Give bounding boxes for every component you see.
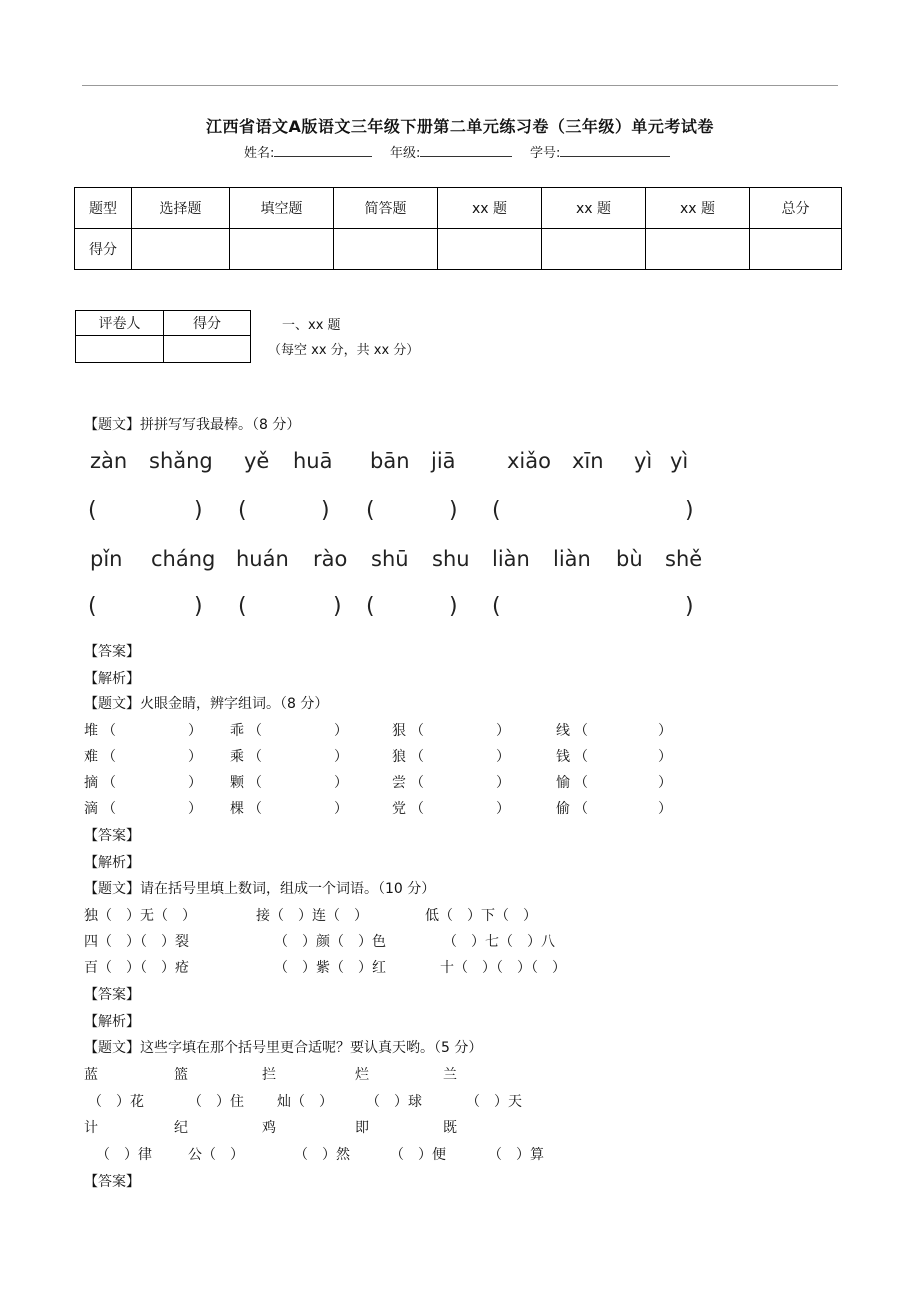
grader-cell[interactable] [164,336,251,363]
q2-char: 乖 [230,723,244,739]
name-label: 姓名: [244,146,275,161]
q2-char: 棵 [230,801,244,817]
q4-blank: （ ）律 [96,1147,152,1163]
name-blank[interactable] [274,144,372,157]
q4-char: 既 [443,1120,457,1136]
section-title: 一、xx 题 [282,318,341,333]
pinyin: cháng [151,547,216,571]
pinyin: bān [370,449,410,473]
q2-char: 摘 [84,775,98,791]
score-header-cell: 简答题 [334,188,438,229]
q4-char: 鸡 [262,1120,276,1136]
q3-item: （ ）七（ ）八 [443,934,555,950]
q4-blank: （ ）天 [466,1094,522,1110]
q3-stem: 【题文】请在括号里填上数词，组成一个词语。（10 分） [84,881,436,897]
q2-char: 钱 [556,749,570,765]
pinyin: xīn [572,449,604,473]
analysis-label: 【解析】 [84,1014,140,1030]
score-cell[interactable] [334,229,438,270]
grader-cell[interactable] [76,336,164,363]
q4-blank: （ ）便 [390,1147,446,1163]
score-cell[interactable] [750,229,842,270]
q3-item: 百（ ）（ ）疮 [84,960,189,976]
score-cell[interactable] [230,229,334,270]
grader-table [75,310,251,363]
score-cell[interactable] [438,229,542,270]
pinyin: huā [293,449,333,473]
pinyin: zàn [90,449,128,473]
score-header-cell: 题型 [75,188,132,229]
grader-header: 得分 [164,311,251,336]
q4-stem: 【题文】这些字填在那个括号里更合适呢？要认真天哟。（5 分） [84,1040,483,1056]
pinyin: xiǎo [507,449,551,473]
pinyin: bù [616,547,643,571]
answer-label: 【答案】 [84,828,140,844]
analysis-label: 【解析】 [84,671,140,687]
grader-header: 评卷人 [76,311,164,336]
score-cell[interactable] [132,229,230,270]
grade-field [390,142,512,161]
q2-char: 狼 [392,749,406,765]
score-cell[interactable] [542,229,646,270]
q4-char: 纪 [174,1120,188,1136]
q3-item: （ ）紫（ ）红 [274,960,386,976]
score-header-cell: xx 题 [646,188,750,229]
answer-label: 【答案】 [84,1174,140,1190]
q4-blank: 公（ ） [188,1147,244,1163]
q3-item: 接（ ）连（ ） [256,908,368,924]
score-table [74,187,842,270]
q4-blank: （ ）然 [294,1147,350,1163]
q2-char: 线 [556,723,570,739]
analysis-label: 【解析】 [84,855,140,871]
q4-char: 计 [84,1120,98,1136]
q2-char: 狠 [392,723,406,739]
pinyin: huán [236,547,289,571]
q4-blank: 灿（ ） [277,1094,333,1110]
pinyin: shǎng [149,449,213,473]
score-header-cell: 选择题 [132,188,230,229]
pinyin: pǐn [90,547,123,571]
section-note: （每空 xx 分，共 xx 分） [268,343,420,358]
q3-item: （ ）颜（ ）色 [274,934,386,950]
q2-char: 颗 [230,775,244,791]
score-value-row [75,229,842,270]
q2-stem: 【题文】火眼金睛，辨字组词。（8 分） [84,696,329,712]
pinyin: jiā [431,449,456,473]
pinyin: shu [432,547,470,571]
page-title: 江西省语文A版语文三年级下册第二单元练习卷（三年级）单元考试卷 [206,117,714,136]
q3-item: 十（ ）（ ）（ ） [440,960,566,976]
q3-item: 独（ ）无（ ） [84,908,196,924]
q3-item: 四（ ）（ ）裂 [84,934,189,950]
q3-item: 低（ ）下（ ） [425,908,537,924]
grade-label: 年级: [390,146,421,161]
q4-blank: （ ）住 [188,1094,244,1110]
score-header-cell: xx 题 [438,188,542,229]
q2-char: 尝 [392,775,406,791]
answer-label: 【答案】 [84,987,140,1003]
id-field [530,142,670,161]
q4-blank: （ ）球 [366,1094,422,1110]
score-header-cell: 总分 [750,188,842,229]
id-label: 学号: [530,146,561,161]
pinyin: shě [665,547,703,571]
header-rule [82,85,838,86]
q4-blank: （ ）算 [488,1147,544,1163]
score-header-cell: 填空题 [230,188,334,229]
q2-char: 堆 [84,723,98,739]
score-header-row [75,188,842,229]
q4-char: 兰 [443,1067,457,1083]
answer-label: 【答案】 [84,644,140,660]
q4-char: 篮 [174,1067,188,1083]
score-header-cell: xx 题 [542,188,646,229]
q2-char: 滴 [84,801,98,817]
q4-blank: （ ）花 [88,1094,144,1110]
grade-blank[interactable] [420,144,512,157]
pinyin: yì [634,449,653,473]
q1-stem: 【题文】拼拼写写我最棒。（8 分） [84,417,301,433]
score-cell[interactable] [646,229,750,270]
pinyin: liàn [553,547,591,571]
q4-char: 烂 [355,1067,369,1083]
q4-char: 即 [355,1120,369,1136]
pinyin: yě [244,449,270,473]
q2-char: 乘 [230,749,244,765]
name-field [244,142,372,161]
q2-char: 党 [392,801,406,817]
pinyin: liàn [492,547,530,571]
q2-char: 偷 [556,801,570,817]
pinyin: rào [313,547,348,571]
q4-char: 拦 [262,1067,276,1083]
pinyin: shū [371,547,409,571]
score-row-label: 得分 [75,229,132,270]
pinyin: yì [670,449,689,473]
q2-char: 难 [84,749,98,765]
q4-char: 蓝 [84,1067,98,1083]
q2-char: 愉 [556,775,570,791]
id-blank[interactable] [560,144,670,157]
